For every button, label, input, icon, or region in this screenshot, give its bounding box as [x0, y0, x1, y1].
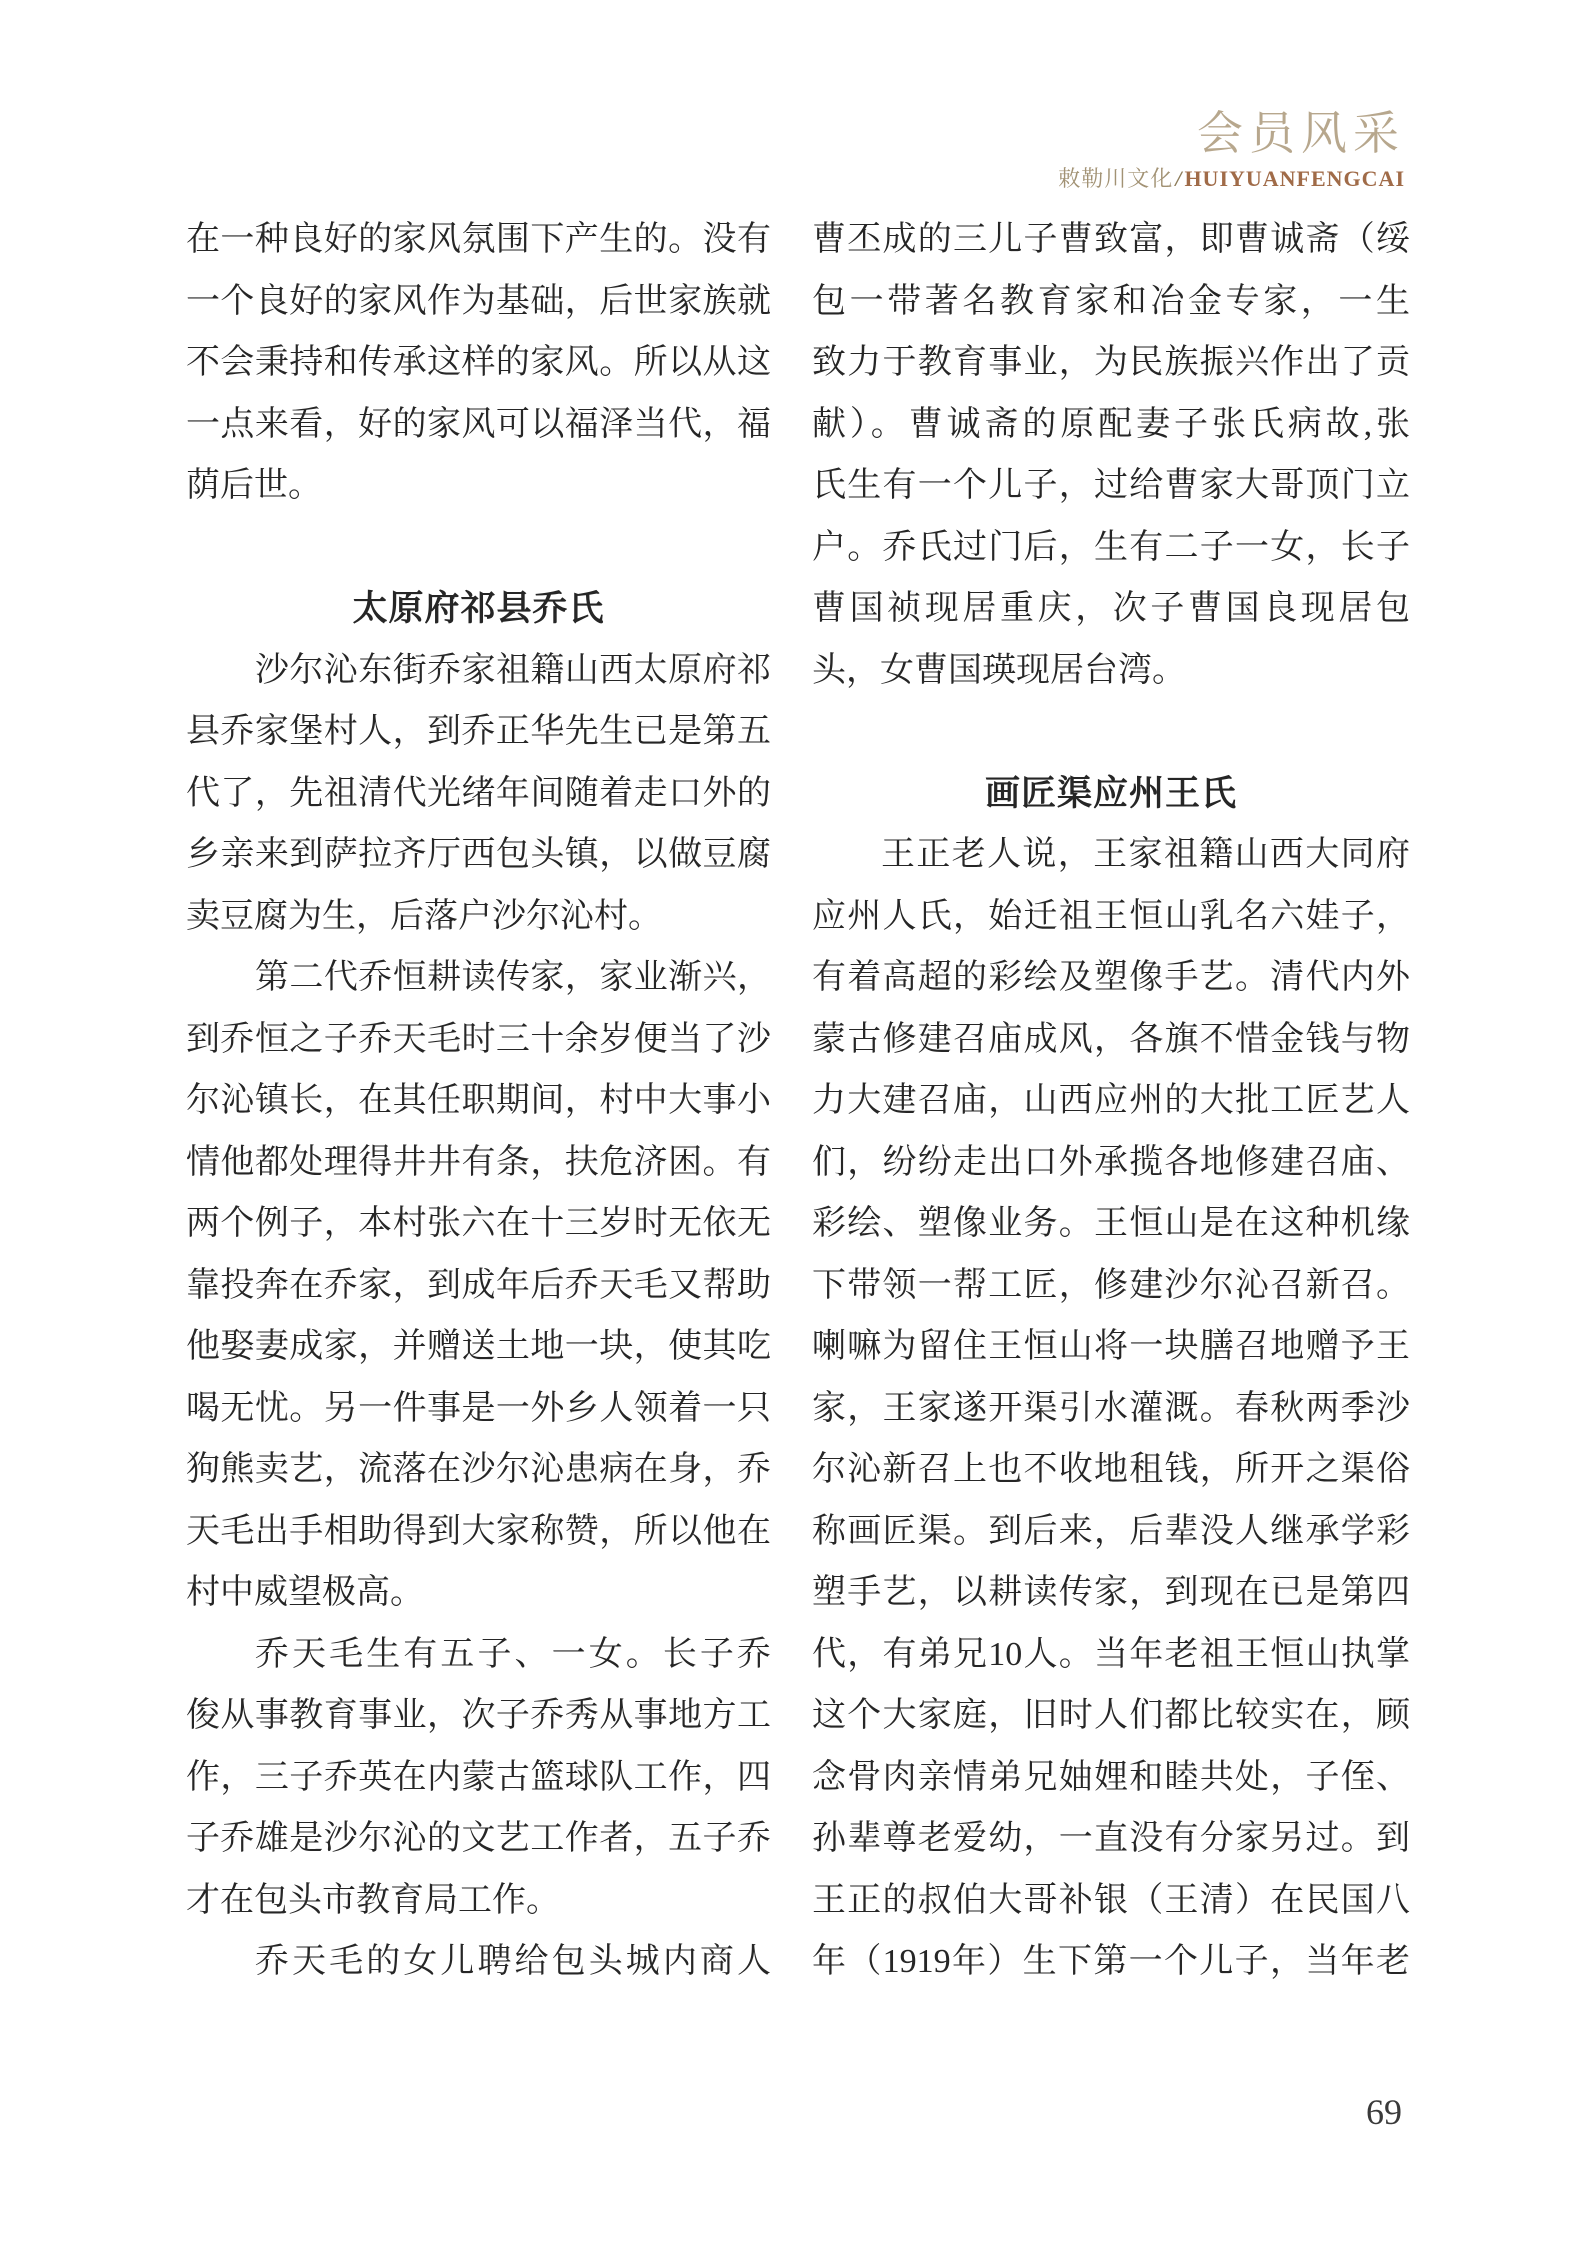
page-number: 69 [1366, 2092, 1402, 2132]
text-line: 喇嘛为留住王恒山将一块膳召地赠予王 [812, 1328, 1410, 1365]
page-header-subtitle [1058, 166, 1405, 192]
text-line: 荫后世。 [186, 467, 322, 504]
text-line: 应州人氏，始迁祖王恒山乳名六娃子， [812, 897, 1410, 935]
text-line: 乡亲来到萨拉齐厅西包头镇，以做豆腐 [186, 836, 771, 873]
text-column-left [186, 209, 771, 1993]
text-line: 到乔恒之子乔天毛时三十余岁便当了沙 [186, 1020, 771, 1058]
text-line: 天毛出手相助得到大家称赞，所以他在 [186, 1512, 771, 1550]
text-line: 在一种良好的家风氛围下产生的。没有 [186, 221, 771, 258]
text-line: 一点来看，好的家风可以福泽当代，福 [186, 405, 771, 443]
text-line: 村中威望极高。 [186, 1574, 424, 1611]
text-line: 包一带著名教育家和冶金专家，一生 [812, 282, 1410, 320]
text-column-right [812, 209, 1410, 1993]
page-header-subtitle-slash: / [1175, 166, 1183, 191]
text-line: 县乔家堡村人，到乔正华先生已是第五 [186, 713, 771, 750]
text-line: 不会秉持和传承这样的家风。所以从这 [186, 344, 771, 381]
text-line: 塑手艺，以耕读传家，到现在已是第四 [812, 1574, 1410, 1611]
text-line: 乔天毛的女儿聘给包头城内商人 [255, 1943, 771, 1980]
text-line: 尔沁新召上也不收地租钱，所开之渠俗 [812, 1451, 1410, 1488]
text-line: 两个例子，本村张六在十三岁时无依无 [186, 1205, 771, 1242]
text-line: 献）。曹诚斋的原配妻子张氏病故,张 [812, 405, 1410, 443]
text-line: 王正老人说，王家祖籍山西大同府 [881, 836, 1410, 873]
text-line: 他娶妻成家，并赠送土地一块，使其吃 [186, 1328, 771, 1365]
text-line: 氏生有一个儿子，过给曹家大哥顶门立 [812, 467, 1410, 504]
text-line: 子乔雄是沙尔沁的文艺工作者，五子乔 [186, 1820, 771, 1857]
text-line: 们，纷纷走出口外承揽各地修建召庙、 [812, 1143, 1410, 1181]
text-line: 第二代乔恒耕读传家，家业渐兴， [255, 959, 771, 996]
text-line: 这个大家庭，旧时人们都比较实在，顾 [812, 1697, 1410, 1734]
page-header-title: 会员风采 [1197, 108, 1405, 159]
text-line: 乔天毛生有五子、一女。长子乔 [255, 1635, 771, 1673]
text-line: 代，有弟兄10人。当年老祖王恒山执掌 [812, 1635, 1410, 1673]
text-line: 念骨肉亲情弟兄妯娌和睦共处，子侄、 [812, 1758, 1410, 1796]
text-line: 俊从事教育事业，次子乔秀从事地方工 [186, 1697, 771, 1734]
text-line: 家，王家遂开渠引水灌溉。春秋两季沙 [812, 1389, 1410, 1427]
page-header-subtitle-chinese: 敕勒川文化 [1058, 166, 1174, 191]
text-line: 称画匠渠。到后来，后辈没人继承学彩 [812, 1512, 1410, 1550]
text-line: 力大建召庙，山西应州的大批工匠艺人 [812, 1082, 1410, 1119]
text-line: 作，三子乔英在内蒙古篮球队工作，四 [186, 1758, 771, 1796]
section-heading: 画匠渠应州王氏 [984, 773, 1237, 813]
page-header-subtitle-pinyin: HUIYUANFENGCAI [1184, 166, 1405, 191]
text-line: 曹丕成的三儿子曹致富，即曹诚斋（绥 [812, 221, 1410, 258]
text-line: 情他都处理得井井有条，扶危济困。有 [186, 1143, 771, 1181]
text-line: 户。乔氏过门后，生有二子一女，长子 [812, 528, 1410, 566]
text-line: 致力于教育事业，为民族振兴作出了贡 [812, 344, 1410, 381]
text-line: 狗熊卖艺，流落在沙尔沁患病在身，乔 [186, 1451, 771, 1488]
text-line: 喝无忧。另一件事是一外乡人领着一只 [186, 1389, 771, 1427]
text-line: 才在包头市教育局工作。 [186, 1881, 560, 1919]
text-line: 沙尔沁东街乔家祖籍山西太原府祁 [255, 651, 771, 689]
text-line: 蒙古修建召庙成风，各旗不惜金钱与物 [812, 1020, 1410, 1058]
text-line [186, 517, 771, 579]
text-line: 下带领一帮工匠，修建沙尔沁召新召。 [812, 1266, 1410, 1304]
text-line: 彩绘、塑像业务。王恒山是在这种机缘 [812, 1205, 1410, 1242]
text-line: 尔沁镇长，在其任职期间，村中大事小 [186, 1082, 771, 1119]
text-line: 一个良好的家风作为基础，后世家族就 [186, 282, 771, 320]
section-heading: 太原府祁县乔氏 [352, 589, 605, 628]
text-line: 代了，先祖清代光绪年间随着走口外的 [186, 774, 771, 812]
text-line: 卖豆腐为生，后落户沙尔沁村。 [186, 897, 662, 935]
text-line: 王正的叔伯大哥补银（王清）在民国八 [812, 1881, 1410, 1919]
text-line: 靠投奔在乔家，到成年后乔天毛又帮助 [186, 1266, 771, 1304]
page-header [1058, 108, 1405, 192]
text-line: 曹国祯现居重庆，次子曹国良现居包 [812, 590, 1410, 627]
text-line: 头，女曹国瑛现居台湾。 [812, 651, 1186, 689]
text-line [812, 701, 1410, 763]
text-line: 年（1919年）生下第一个儿子，当年老 [812, 1943, 1410, 1980]
text-line: 孙辈尊老爱幼，一直没有分家另过。到 [812, 1820, 1410, 1857]
text-line: 有着高超的彩绘及塑像手艺。清代内外 [812, 959, 1410, 996]
